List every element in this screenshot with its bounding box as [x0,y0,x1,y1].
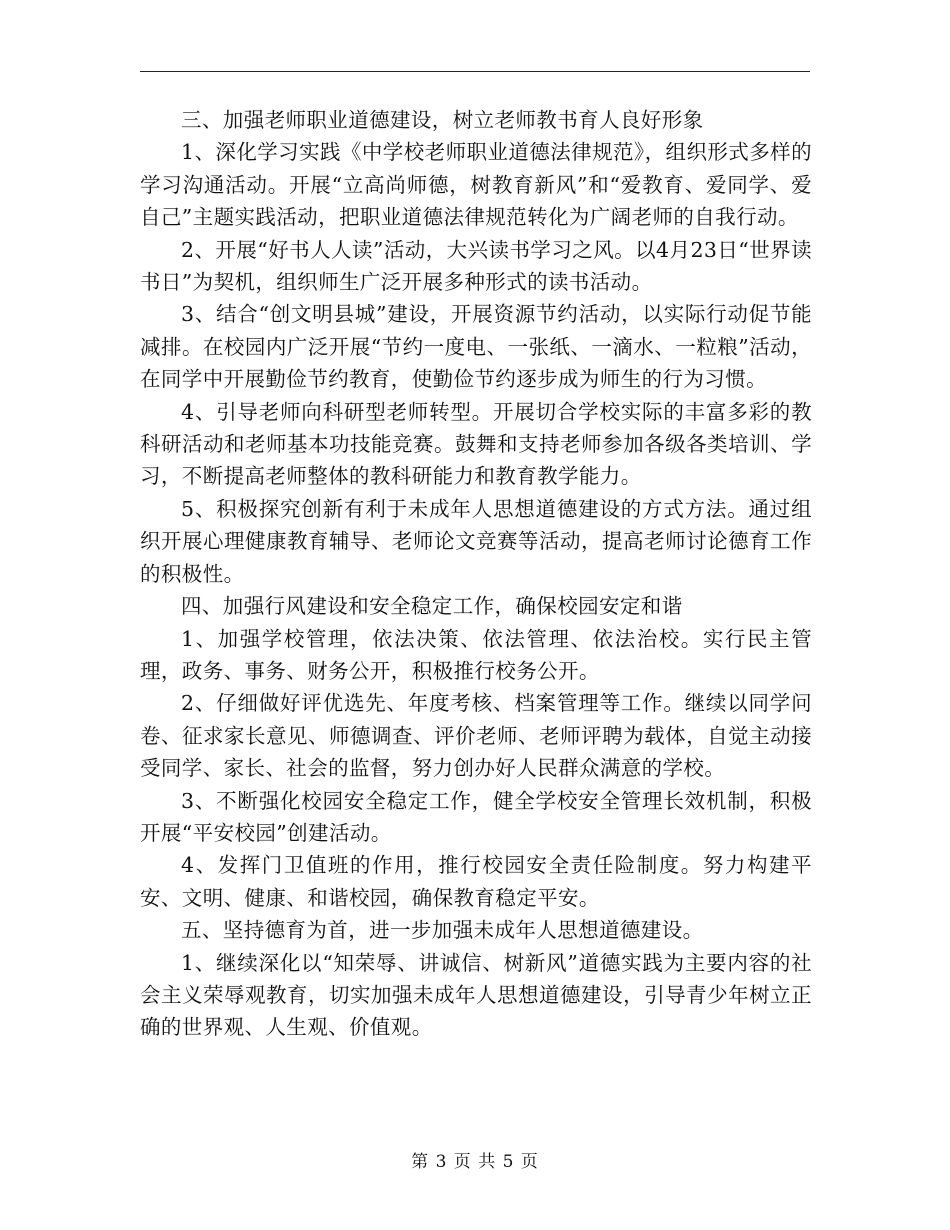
heading-section-4: 四、加强行风建设和安全稳定工作，确保校园安定和谐 [181,594,683,619]
paragraph-3-1: 1、深化学习实践《中学校老师职业道德法律规范》，组织形式多样的学习沟通活动。开展“立高尚师德，树教育新风”和“爱教育、爱同学、爱自己”主题实践活动，把职业道德法律规范转化为广阔老师的自我行动。 [140,140,812,230]
heading-section-5: 五、坚持德育为首，进一步加强未成年人思想道德建设。 [181,918,704,943]
header-rule [140,71,810,72]
paragraph-5-1: 1、继续深化以“知荣辱、讲诚信、树新风”道德实践为主要内容的社会主义荣辱观教育，切实加强未成年人思想道德建设，引导青少年树立正确的世界观、人生观、价值观。 [140,950,812,1040]
paragraph-3-5: 5、积极探究创新有利于未成年人思想道德建设的方式方法。通过组织开展心理健康教育辅导、老师论文竞赛等活动，提高老师讨论德育工作的积极性。 [140,496,812,586]
paragraph-3-2: 2、开展“好书人人读”活动，大兴读书学习之风。以4月23日“世界读书日”为契机，组织师生广泛开展多种形式的读书活动。 [140,237,812,295]
paragraph-4-2: 2、仔细做好评优选先、年度考核、档案管理等工作。继续以同学问卷、征求家长意见、师德调查、评价老师、老师评聘为载体，自觉主动接受同学、家长、社会的监督，努力创办好人民群众满意的学校。 [140,691,812,781]
document-body [140,104,812,1044]
paragraph-4-3: 3、不断强化校园安全稳定工作，健全学校安全管理长效机制，积极开展“平安校园”创建活动。 [140,788,812,845]
paragraph-4-4: 4、发挥门卫值班的作用，推行校园安全责任险制度。努力构建平安、文明、健康、和谐校园，确保教育稳定平安。 [140,853,812,910]
paragraph-3-4: 4、引导老师向科研型老师转型。开展切合学校实际的丰富多彩的教科研活动和老师基本功技能竞赛。鼓舞和支持老师参加各级各类培训、学习，不断提高老师整体的教科研能力和教育教学能力。 [140,399,812,489]
heading-section-3: 三、加强老师职业道德建设，树立老师教书育人良好形象 [181,108,704,132]
paragraph-4-1: 1、加强学校管理，依法决策、依法管理、依法治校。实行民主管理，政务、事务、财务公开，积极推行校务公开。 [140,626,812,683]
paragraph-3-3: 3、结合“创文明县城”建设，开展资源节约活动，以实际行动促节能减排。在校园内广泛开展“节约一度电、一张纸、一滴水、一粒粮”活动，在同学中开展勤俭节约教育，使勤俭节约逐步成为师生的行为习惯。 [140,302,812,392]
page-number-footer: 第 3 页 共 5 页 [411,1152,539,1172]
